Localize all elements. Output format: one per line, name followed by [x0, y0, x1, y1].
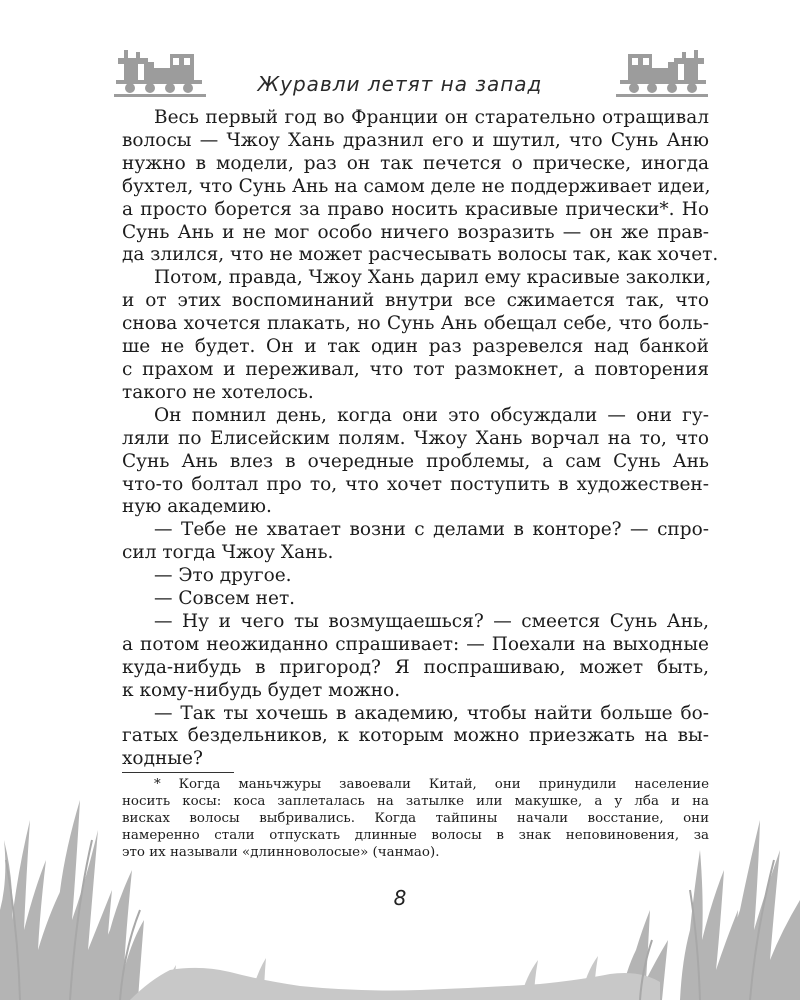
page-number: 8	[393, 886, 407, 910]
footnote-line: это их называли «длинноволосые» (чанмао).	[122, 845, 440, 860]
text-line: Он помнил день, когда они это обсуждали — они гу-	[154, 404, 709, 426]
text-line: бухтел, что Сунь Ань на самом деле не поддерживает идеи,	[122, 175, 711, 197]
text-line: с прахом и переживал, что тот размокнет, а повторения	[122, 358, 709, 380]
text-line: ную академию.	[122, 496, 272, 518]
body-text	[122, 107, 719, 771]
text-line: к кому-нибудь будет можно.	[122, 679, 401, 701]
running-title: Журавли летят на запад	[257, 72, 543, 96]
paragraph	[122, 405, 709, 520]
text-line: Сунь Ань влез в очередные проблемы, а сам Сунь Ань	[122, 450, 709, 472]
text-line: — Совсем нет.	[154, 588, 296, 610]
text-line: нужно в модели, раз он так печется о прическе, иногда	[122, 152, 709, 174]
footnote-line: висках волосы выбривались. Когда тайпины начали восстание, они	[122, 811, 709, 826]
text-line: волосы — Чжоу Хань дразнил его и шутил, что Сунь Аню	[122, 129, 709, 151]
text-line: — Так ты хочешь в академию, чтобы найти больше бо-	[154, 702, 709, 724]
text-line: ше не будет. Он и так один раз разревелся над банкой	[122, 336, 709, 358]
text-line: Весь первый год во Франции он старательно отращивал	[154, 107, 709, 128]
dialogue-paragraph	[122, 611, 709, 703]
text-line: гатых бездельников, к которым можно приезжать на вы-	[122, 725, 709, 747]
text-line: ходные?	[122, 748, 203, 770]
text-line: Потом, правда, Чжоу Хань дарил ему красивые заколки,	[154, 267, 712, 289]
dialogue-paragraph	[122, 519, 709, 565]
paragraph	[122, 107, 719, 267]
text-line: куда-нибудь в пригород? Я поспрашиваю, может быть,	[122, 656, 709, 678]
text-line: — Тебе не хватает возни с делами в конторе? — спро-	[154, 519, 709, 541]
dialogue-paragraph	[122, 565, 709, 588]
text-line: да злился, что не может расчесывать волосы так, как хочет.	[122, 244, 719, 266]
footnote-line: намеренно стали отпускать длинные волосы в знак неповиновения, за	[122, 828, 709, 843]
text-line: а потом неожиданно спрашивает: — Поехали на выходные	[122, 633, 709, 655]
footnote	[122, 776, 709, 861]
text-line: такого не хотелось.	[122, 381, 314, 403]
text-line: ляли по Елисейским полям. Чжоу Хань ворчал на то, что	[122, 427, 709, 449]
footnote-line: * Когда маньчжуры завоевали Китай, они принудили население	[154, 777, 709, 792]
footnote-divider	[122, 772, 234, 773]
text-line: а просто борется за право носить красивые прически*. Но	[122, 198, 709, 220]
text-line: сил тогда Чжоу Хань.	[122, 542, 334, 564]
text-line: что-то болтал про то, что хочет поступить в художествен-	[122, 473, 709, 495]
dialogue-paragraph	[122, 588, 709, 611]
text-line: и от этих воспоминаний внутри все сжимается так, что	[122, 290, 709, 312]
paragraph	[122, 267, 712, 404]
text-line: Сунь Ань и не мог особо ничего возразить — он же прав-	[122, 221, 709, 243]
text-line: — Ну и чего ты возмущаешься? — смеется Сунь Ань,	[154, 610, 709, 632]
locomotive-icon	[616, 46, 708, 98]
dialogue-paragraph	[122, 703, 709, 772]
page-header	[0, 46, 800, 106]
text-line: — Это другое.	[154, 565, 292, 587]
text-line: снова хочется плакать, но Сунь Ань обещал себе, что боль-	[122, 313, 709, 335]
footnote-line: носить косы: коса заплеталась на затылке или макушке, а у лба и на	[122, 794, 709, 809]
